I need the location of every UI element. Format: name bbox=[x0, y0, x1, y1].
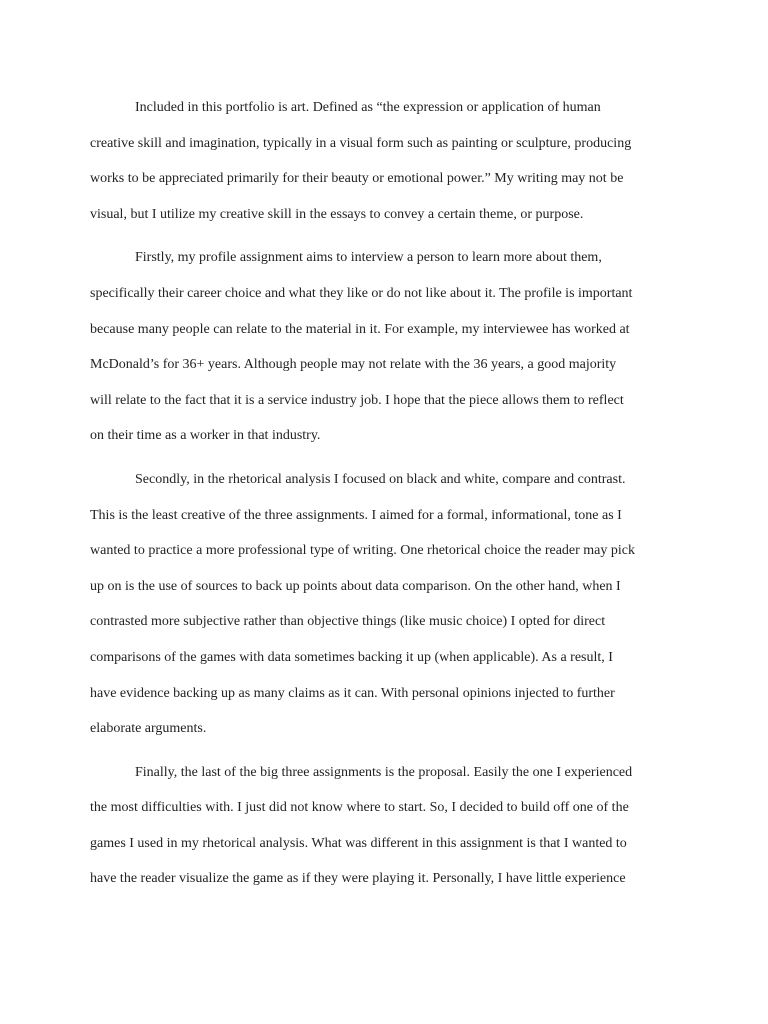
paragraph-gap bbox=[90, 747, 680, 755]
text-line: have the reader visualize the game as if they were playing it. Personally, I have little experience bbox=[90, 871, 626, 887]
text-line: McDonald’s for 36+ years. Although people may not relate with the 36 years, a good majority bbox=[90, 357, 617, 373]
text-line: Secondly, in the rhetorical analysis I focused on black and white, compare and contrast. bbox=[135, 471, 626, 487]
paragraph-intro bbox=[90, 90, 680, 232]
paragraph-profile bbox=[90, 240, 680, 454]
text-line: creative skill and imagination, typically in a visual form such as painting or sculpture, producing bbox=[90, 135, 632, 151]
text-line: on their time as a worker in that industry. bbox=[90, 428, 321, 444]
text-line: games I used in my rhetorical analysis. What was different in this assignment is that I wanted to bbox=[90, 835, 627, 851]
text-line: visual, but I utilize my creative skill in the essays to convey a certain theme, or purpose. bbox=[90, 206, 584, 222]
text-line: specifically their career choice and what they like or do not like about it. The profile is important bbox=[90, 285, 633, 301]
paragraph-gap bbox=[90, 454, 680, 462]
text-line: elaborate arguments. bbox=[90, 721, 207, 737]
text-line: will relate to the fact that it is a service industry job. I hope that the piece allows them to reflect bbox=[90, 392, 624, 408]
text-line: contrasted more subjective rather than objective things (like music choice) I opted for direct bbox=[90, 614, 606, 630]
text-line: comparisons of the games with data sometimes backing it up (when applicable). As a result, I bbox=[90, 649, 613, 665]
text-line: because many people can relate to the material in it. For example, my interviewee has worked at bbox=[90, 321, 630, 337]
text-line: Firstly, my profile assignment aims to interview a person to learn more about them, bbox=[135, 250, 602, 266]
text-line: Included in this portfolio is art. Defined as “the expression or application of human bbox=[135, 100, 601, 115]
paragraph-gap bbox=[90, 232, 680, 240]
text-line: have evidence backing up as many claims as it can. With personal opinions injected to further bbox=[90, 685, 615, 701]
text-line: This is the least creative of the three assignments. I aimed for a formal, informational, tone as I bbox=[90, 507, 622, 523]
text-line: the most difficulties with. I just did not know where to start. So, I decided to build off one of the bbox=[90, 800, 629, 816]
paragraph-proposal bbox=[90, 755, 680, 897]
text-line: Finally, the last of the big three assignments is the proposal. Easily the one I experienced bbox=[135, 764, 633, 780]
document-body bbox=[90, 90, 680, 897]
text-line: up on is the use of sources to back up points about data comparison. On the other hand, when I bbox=[90, 578, 621, 594]
text-line: works to be appreciated primarily for their beauty or emotional power.” My writing may not be bbox=[90, 171, 624, 187]
paragraph-rhetorical-analysis bbox=[90, 462, 680, 747]
text-line: wanted to practice a more professional type of writing. One rhetorical choice the reader may pick bbox=[90, 543, 635, 559]
